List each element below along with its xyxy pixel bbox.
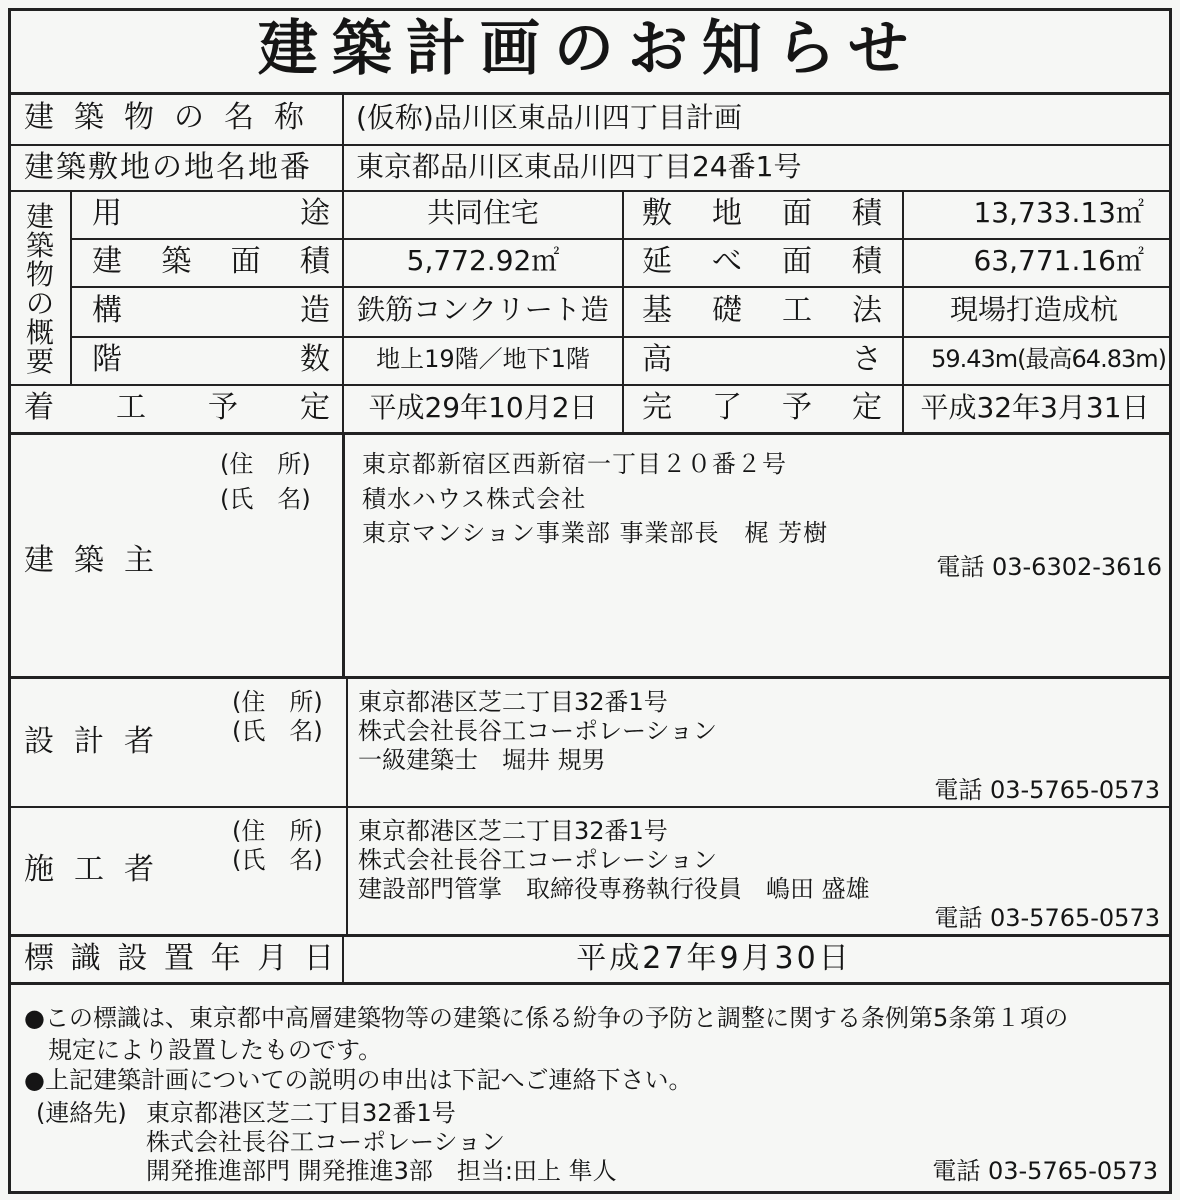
building-area-value: 5,772.92㎡ (406, 244, 560, 277)
divider (342, 934, 344, 982)
sign-title: 建築計画のお知らせ (257, 14, 923, 84)
use-value: 共同住宅 (426, 196, 539, 229)
foundation-method-label: 基 礎 工 法 (642, 293, 882, 328)
site-address-value: 東京都品川区東品川四丁目24番1号 (356, 150, 802, 183)
contact-label: (連絡先) (36, 1099, 127, 1127)
divider (342, 432, 345, 676)
designer-name-sublabel: (氏 名) (232, 717, 323, 745)
contact-person: 開発推進部門 開発推進3部 担当:田上 隼人 (146, 1157, 617, 1185)
owner-name-sublabel: (氏 名) (220, 485, 311, 513)
divider (622, 190, 624, 432)
designer-company: 株式会社長谷工コーポレーション (358, 717, 718, 745)
contact-phone: 電話 03-5765-0573 (932, 1157, 1158, 1185)
contractor-address: 東京都港区芝二丁目32番1号 (358, 817, 668, 845)
building-area-label: 建 築 面 積 (92, 244, 330, 279)
use-label: 用 途 (92, 196, 330, 231)
divider (8, 982, 1172, 985)
total-floor-area-value: 63,771.16㎡ (973, 244, 1144, 277)
divider (8, 934, 1172, 937)
floors-value: 地上19階／地下1階 (376, 345, 590, 373)
end-value: 平成32年3月31日 (920, 391, 1150, 424)
owner-company: 積水ハウス株式会社 (362, 485, 587, 513)
owner-phone: 電話 03-6302-3616 (936, 553, 1162, 581)
posted-date-label: 標 識 設 置 年 月 日 (24, 941, 334, 976)
building-name-label: 建築物の名称 (24, 100, 324, 135)
contractor-address-sublabel: (住 所) (232, 817, 323, 845)
contractor-company: 株式会社長谷工コーポレーション (358, 846, 718, 874)
note-2: ●上記建築計画についての説明の申出は下記へご連絡下さい。 (24, 1066, 693, 1094)
height-label: 高 さ (642, 342, 882, 377)
site-area-value: 13,733.13㎡ (973, 196, 1144, 229)
contractor-name-sublabel: (氏 名) (232, 846, 323, 874)
divider (8, 676, 1172, 679)
owner-label: 建築主 (24, 543, 174, 578)
designer-address: 東京都港区芝二丁目32番1号 (358, 688, 668, 716)
contractor-person: 建設部門管掌 取締役専務執行役員 嶋田 盛雄 (358, 875, 870, 903)
divider (346, 676, 348, 934)
owner-person: 東京マンション事業部 事業部長 梶 芳樹 (362, 519, 829, 547)
site-address-label: 建築敷地の地名地番 (24, 150, 312, 185)
structure-value: 鉄筋コンクリート造 (357, 293, 609, 326)
contact-address: 東京都港区芝二丁目32番1号 (146, 1099, 456, 1127)
contact-company: 株式会社長谷工コーポレーション (146, 1128, 506, 1156)
contractor-label: 施工者 (24, 852, 174, 887)
divider (8, 806, 1172, 808)
designer-person: 一級建築士 堀井 規男 (358, 746, 606, 774)
designer-address-sublabel: (住 所) (232, 688, 323, 716)
contractor-phone: 電話 03-5765-0573 (934, 904, 1160, 932)
site-area-label: 敷 地 面 積 (642, 196, 882, 231)
end-label: 完 了 予 定 (642, 390, 882, 425)
designer-phone: 電話 03-5765-0573 (934, 776, 1160, 804)
structure-label: 構 造 (92, 293, 330, 328)
divider (70, 286, 1172, 288)
divider (8, 432, 1172, 435)
owner-address: 東京都新宿区西新宿一丁目２０番２号 (362, 450, 787, 478)
divider (70, 238, 1172, 240)
foundation-method-value: 現場打造成杭 (949, 293, 1118, 326)
designer-label: 設計者 (24, 724, 174, 759)
overview-group-label: 建築物の概要 (25, 200, 54, 378)
divider (8, 384, 1172, 386)
floors-label: 階 数 (92, 342, 330, 377)
note-1-line-1: ●この標識は、東京都中高層建築物等の建築に係る紛争の予防と調整に関する条例第5条第１項の (24, 1004, 1069, 1032)
posted-date-value: 平成27年9月30日 (576, 941, 852, 976)
owner-address-sublabel: (住 所) (220, 450, 311, 478)
divider (70, 190, 72, 384)
start-label: 着 工 予 定 (24, 390, 330, 425)
divider (8, 144, 1172, 146)
height-value: 59.43m(最高64.83m) (931, 345, 1166, 373)
building-name-value: (仮称)品川区東品川四丁目計画 (356, 101, 742, 134)
divider (70, 336, 1172, 338)
start-value: 平成29年10月2日 (368, 391, 598, 424)
divider (8, 92, 1172, 95)
note-1-line-2: 規定により設置したものです。 (48, 1036, 383, 1064)
total-floor-area-label: 延 べ 面 積 (642, 244, 882, 279)
divider (8, 190, 1172, 192)
